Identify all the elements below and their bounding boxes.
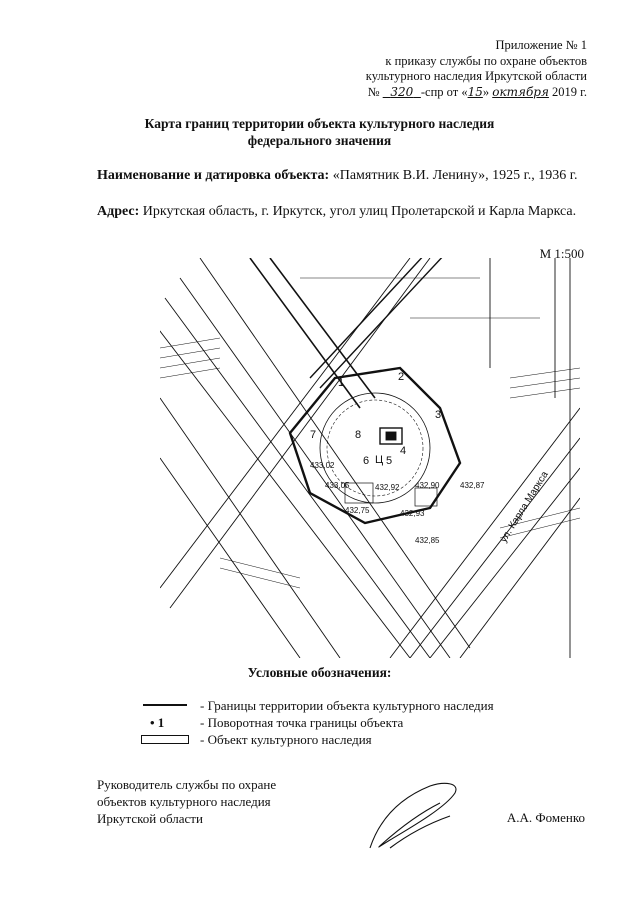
document-title [60,115,579,149]
appendix-header [287,38,587,100]
handwritten-signature [360,778,470,858]
map-point-5: 5 [386,455,393,467]
legend-text-object: - Объект культурного наследия [200,732,372,747]
order-number [383,85,421,99]
legend-text-point: - Поворотная точка границы объекта [200,715,404,730]
object-rect-symbol [140,731,190,748]
appendix-line-2: к приказу службы по охране объектов [385,53,587,68]
object-name-paragraph [97,166,587,185]
title-line-2: федерального значения [247,133,392,148]
order-number-value: 320 [390,84,414,99]
map-point-2: 2 [398,371,405,383]
turning-point-symbol [140,714,190,731]
cadastral-map [160,258,580,658]
map-elev-1: 432,92 [375,483,400,492]
address-value: Иркутская область, г. Иркутск, угол улиц Пролетарской и Карла Маркса. [142,204,577,219]
map-point-7: 7 [310,429,317,441]
map-point-3: 3 [435,409,442,421]
legend-title: Условные обозначения: [247,665,392,680]
turning-point-symbol-text: • 1 [150,715,165,730]
address-label: Адрес: [97,204,140,219]
legend [140,697,580,748]
map-elev-2: 432,93 [400,509,425,518]
legend-item-point [140,714,580,731]
map-elev-7: 432,85 [415,536,440,545]
map-point-8: 8 [355,429,362,441]
signer-position-line-2: объектов культурного наследия [97,794,271,809]
order-year: 2019 г. [552,84,587,99]
order-day: 15 [467,84,483,99]
map-label-center: Ц [375,454,384,466]
order-number-label: № [367,84,380,99]
map-elev-8: 432,75 [345,506,370,515]
signature-block [97,776,276,827]
map-point-1: 1 [338,377,345,389]
title-line-1: Карта границ территории объекта культурного наследия [144,116,495,131]
order-close-quote: » [482,84,490,99]
legend-item-object [140,731,580,748]
map-point-6: 6 [363,455,370,467]
appendix-line-3: культурного наследия Иркутской области [365,69,587,83]
map-elev-6: 432,87 [460,481,485,490]
order-spr-label: -спр от « [420,84,468,99]
address-paragraph [97,202,587,221]
legend-text-boundary: - Границы территории объекта культурного наследия [200,698,494,713]
appendix-line-4 [287,85,587,101]
boundary-line-symbol [140,697,190,714]
map-elev-3: 432,90 [415,481,440,490]
map-scale: М 1:500 [539,246,584,261]
signer-position-line-1: Руководитель службы по охране [97,777,277,792]
object-name-label: Наименование и датировка объекта: [97,168,330,183]
appendix-line-1: Приложение № 1 [495,38,587,52]
map-elev-5: 433,05 [325,481,350,490]
signer-name: А.А. Фоменко [506,810,585,825]
map-point-4: 4 [400,445,407,457]
signer-position-line-3: Иркутской области [97,811,203,826]
order-month: октября [492,84,549,99]
map-label-street: ул. Карла Маркса [498,469,551,545]
object-name-value: «Памятник В.И. Ленину», 1925 г., 1936 г. [332,168,578,183]
map-elev-4: 433,02 [310,461,335,470]
legend-item-boundary [140,697,580,714]
